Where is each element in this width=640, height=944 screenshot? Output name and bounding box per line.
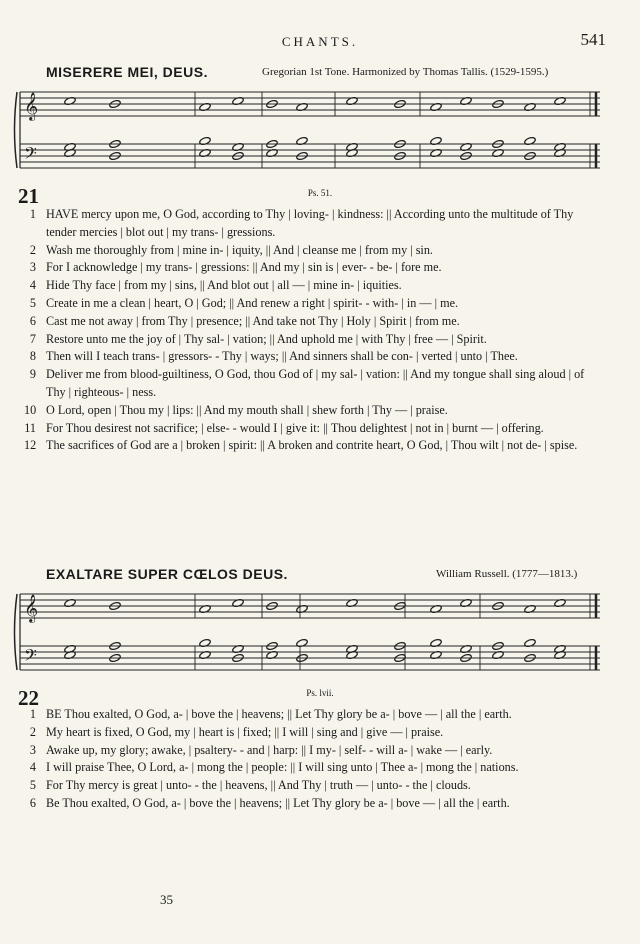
verse: 3 For I acknowledge | my trans- | gressions: || And my | sin is | ever- - be- | fore me.: [29, 260, 442, 275]
svg-text:𝄞: 𝄞: [24, 94, 39, 120]
svg-text:𝄢: 𝄢: [24, 647, 37, 669]
verse: 5 For Thy mercy is great | unto- - the | heavens, || And Thy | truth — | unto- - the | clouds.: [29, 778, 471, 793]
verse: 5 Create in me a clean | heart, O | God; || And renew a right | spirit- - with- | in — | me.: [29, 295, 459, 310]
verse: 12 The sacrifices of God are a | broken | spirit: || A broken and contrite heart, O God, | Thou wilt | not de- | spise.: [24, 438, 578, 453]
verse: 7 Restore unto me the joy of | Thy sal- | vation; || And uphold me | with Thy | free — | Spirit.: [29, 331, 487, 346]
signature-mark: 35: [160, 892, 173, 907]
chant-credit: Gregorian 1st Tone. Harmonized by Thomas Tallis. (1529-1595.): [262, 66, 549, 78]
svg-text:𝄢: 𝄢: [24, 145, 37, 167]
verse-list: [24, 206, 600, 455]
verse-list: [24, 706, 600, 813]
chant-title: EXALTARE SUPER CŒLOS DEUS.: [46, 566, 288, 582]
verse: 6 Cast me not away | from Thy | presence; || And take not Thy | Holy | Spirit | from me.: [29, 313, 460, 328]
verse: 2 My heart is fixed, O God, my | heart is | fixed; || I will | sing and | give — | praise.: [29, 724, 444, 739]
verse: 1 BE Thou exalted, O God, a- | bove the | heavens; || Let Thy glory be a- | bove — | all the | earth.: [29, 707, 512, 721]
verse: 10 O Lord, open | Thou my | lips: || And my mouth shall | shew forth | Thy — | praise.: [24, 402, 448, 417]
verse: 11 For Thou desirest not sacrifice; | else- - would I | give it: || Thou delightest | not in | burnt — | offering.: [24, 420, 544, 435]
running-title: CHANTS.: [281, 34, 359, 49]
verse: 4 I will praise Thee, O Lord, a- | mong the | people: || I will sing unto | Thee a- | mong the | nations.: [29, 760, 519, 775]
chant-title: MISERERE MEI, DEUS.: [46, 64, 208, 80]
psalm-reference: Ps. lvii.: [306, 688, 334, 698]
page-number: 541: [580, 30, 606, 49]
verse: 1 HAVE mercy upon me, O God, according to Thy | loving- | kindness: || According unto the multitude of Thy tender mercies | blot out | my trans- | gressions.: [29, 207, 574, 239]
psalm-reference: Ps. 51.: [307, 188, 333, 198]
svg-text:𝄞: 𝄞: [24, 596, 39, 622]
verse: 3 Awake up, my glory; awake, | psaltery- - and | harp: || I my- | self- - will a- | wake — | early.: [29, 742, 493, 757]
verse: 2 Wash me thoroughly from | mine in- | iquity, || And | cleanse me | from my | sin.: [29, 242, 433, 257]
verse: 8 Then will I teach trans- | gressors- - Thy | ways; || And sinners shall be con- | verted | unto | Thee.: [29, 349, 518, 364]
chant-credit: William Russell. (1777—1813.): [436, 568, 578, 580]
verse: 6 Be Thou exalted, O God, a- | bove the | heavens; || Let Thy glory be a- | bove — | all the | earth.: [29, 795, 510, 810]
psalm-number: 22: [18, 686, 39, 710]
psalm-number: 21: [18, 184, 39, 208]
verse: 9 Deliver me from blood-guiltiness, O God, thou God of | my sal- | vation: || And my tongue shall sing aloud | of Thy | righteous- | ness.: [29, 367, 585, 399]
verse: 4 Hide Thy face | from my | sins, || And blot out | all — | mine in- | iquities.: [29, 278, 402, 293]
